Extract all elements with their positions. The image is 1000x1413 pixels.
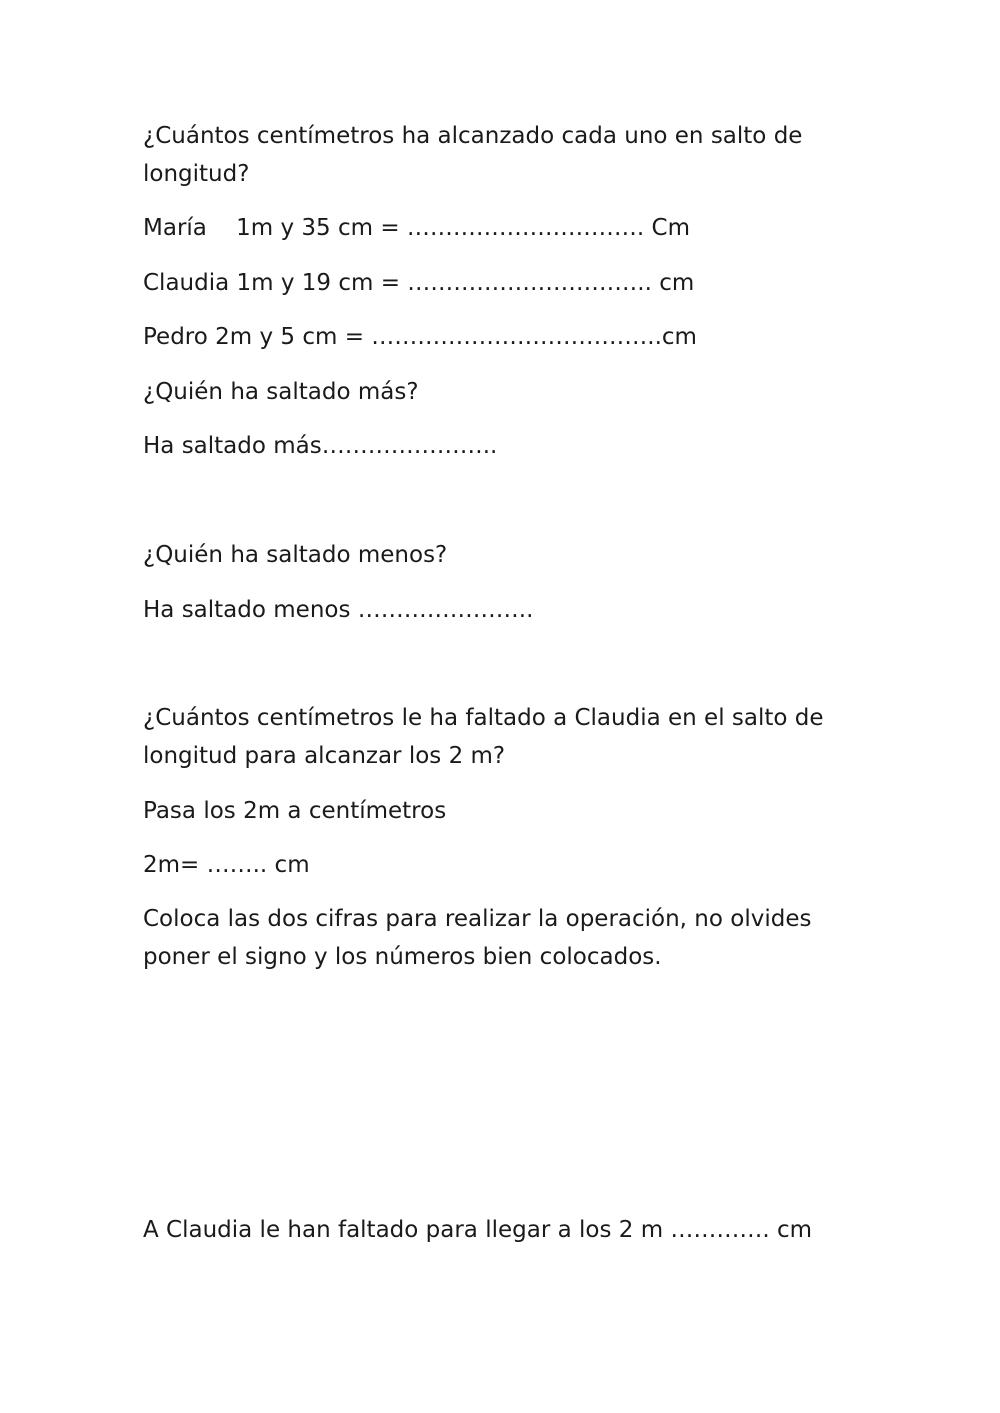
answer-jumped-less: Ha saltado menos …………………..	[143, 597, 534, 623]
question-who-jumped-less: ¿Quién ha saltado menos?	[143, 542, 448, 568]
conversion-row: 2m= …….. cm	[143, 852, 310, 878]
question-claudia-missing-cm: ¿Cuántos centímetros le ha faltado a Claudia en el salto de longitud para alcanzar los 2 m?	[143, 705, 824, 769]
maria-row: María 1m y 35 cm = …………………………. Cm	[143, 215, 691, 241]
question-long-jump-cm: ¿Cuántos centímetros ha alcanzado cada uno en salto de longitud?	[143, 123, 803, 187]
answer-jumped-more: Ha saltado más…………………..	[143, 433, 498, 459]
question-who-jumped-more: ¿Quién ha saltado más?	[143, 379, 419, 405]
instruction-operation: Coloca las dos cifras para realizar la operación, no olvides poner el signo y los números bien colocados.	[143, 906, 812, 970]
pedro-row: Pedro 2m y 5 cm = ………………………………..cm	[143, 324, 697, 350]
claudia-row: Claudia 1m y 19 cm = ………………………….. cm	[143, 270, 695, 296]
final-answer-row: A Claudia le han faltado para llegar a los 2 m …………. cm	[143, 1217, 813, 1243]
instruction-convert: Pasa los 2m a centímetros	[143, 798, 447, 824]
